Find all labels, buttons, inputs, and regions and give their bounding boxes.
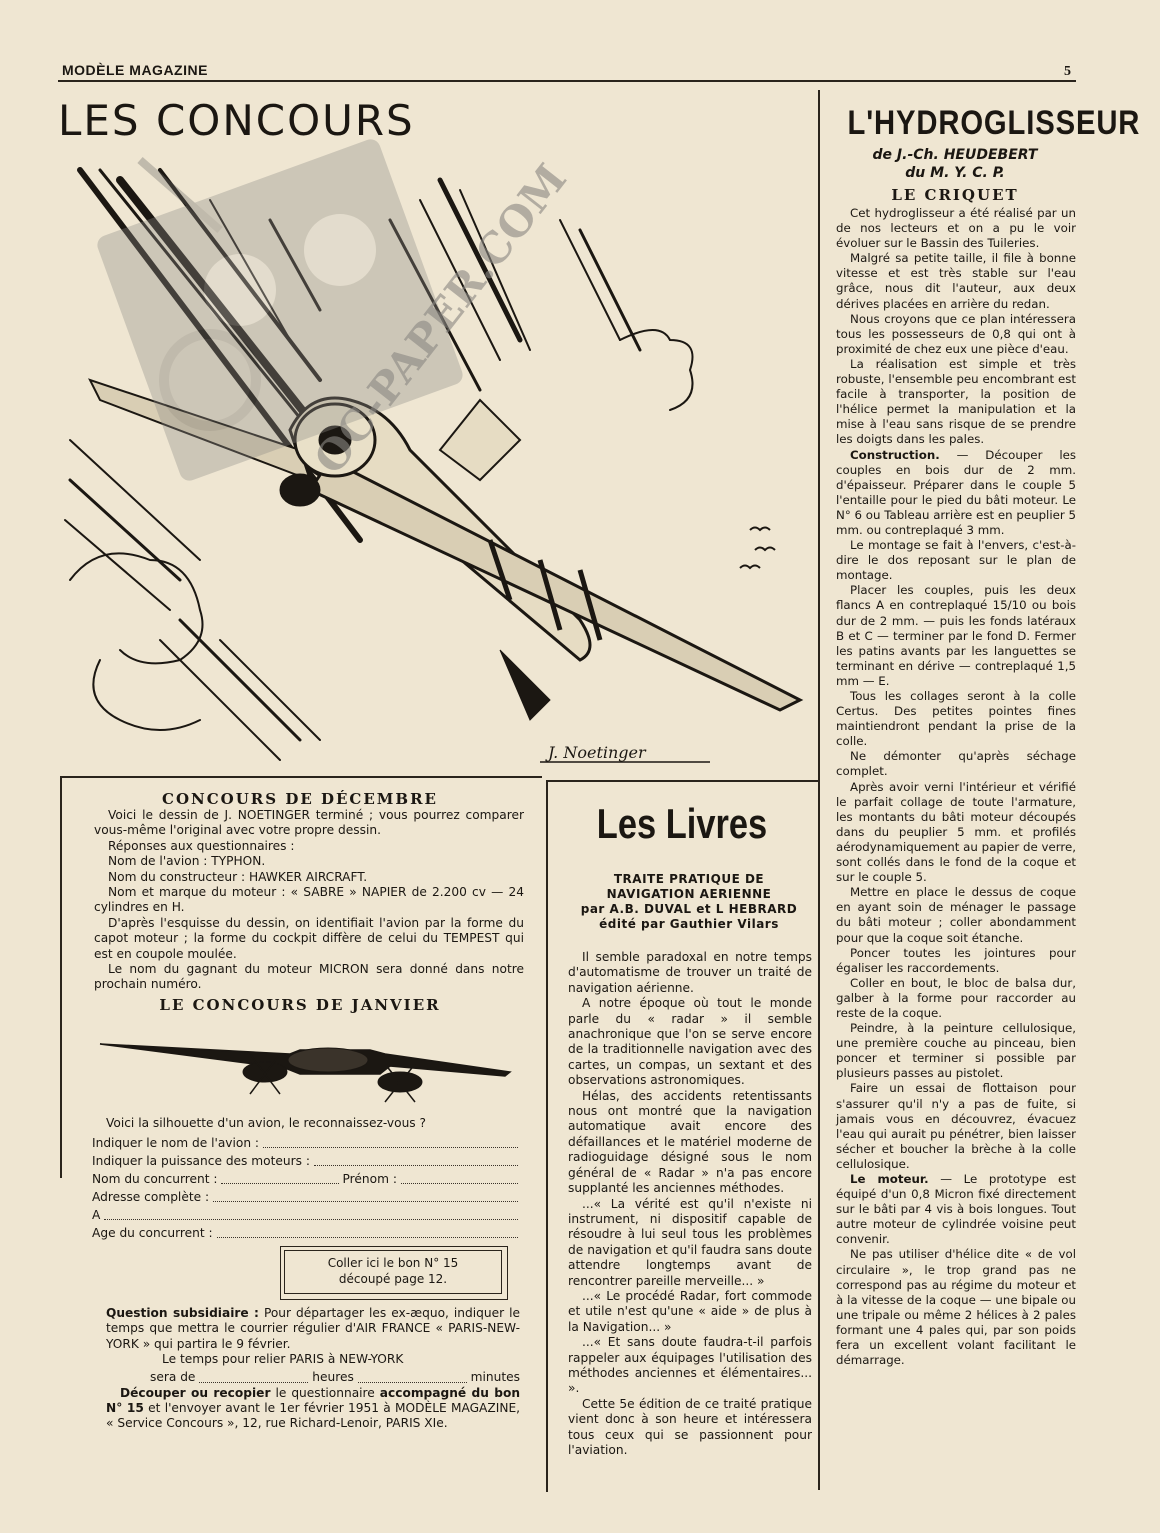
december-answer-plane: Nom de l'avion : TYPHON. [108,854,266,869]
field-address-line[interactable] [213,1201,518,1202]
time-sera-label: sera de [150,1370,196,1385]
field-engine-power-label: Indiquer la puissance des moteurs : [92,1154,310,1168]
books-p2: A notre époque où tout le monde parle du « radar » il semble anachronique que l'on se serve encore de la traditionnelle navigation avec des cartes, un compas, un sextant et des observations astronomiques. [568,996,812,1088]
hydro-article [836,206,1076,1368]
field-address[interactable] [92,1187,522,1205]
field-engine-power[interactable] [92,1151,522,1169]
time-hours-label: heures [312,1370,354,1385]
magazine-name: MODÈLE MAGAZINE [62,62,208,78]
field-age[interactable] [92,1223,522,1241]
january-intro: Voici la silhouette d'un avion, le reconnaissez-vous ? [106,1116,426,1130]
hydro-p11: Mettre en place le dessus de coque en ayant soin de ménager le passage du bâti moteur ; coller abondamment pour que la coque soit étanche. [836,885,1076,945]
watermark-stamp [90,120,577,540]
books-p3: Hélas, des accidents retentissants nous ont montré que la navigation automatique avait encore des défaillances et le matériel moderne de radioguidage désigné sous le nom général de « Radar » n'a pas encore supplanté les anciennes méthodes. [568,1088,812,1196]
books-p5: ...« Le procédé Radar, fort commode et utile n'est qu'une « aide » de plus à la Navigation... » [568,1288,812,1334]
hydro-p1: Cet hydroglisseur a été réalisé par un de nos lecteurs et on a pu le voir évoluer sur le Bassin des Tuileries. [836,206,1076,251]
subsidiary-text: Pour départager les ex-æquo, indiquer le temps que mettra le courrier régulier d'AIR FRANCE « PARIS-NEW-YORK » qui partira le 9 février. [106,1306,521,1351]
hydro-p14: Peindre, à la peinture cellulosique, une première couche au pinceau, bien poncer et terminer si possible par plusieurs passes au pistolet. [836,1021,1076,1081]
hydro-moteur-label: Le moteur. [850,1172,929,1186]
hydro-p13: Coller en bout, le bloc de balsa dur, galber à la forme pour raccorder au reste de la coque. [836,975,1076,1020]
field-competitor-label: Nom du concurrent : [92,1172,218,1186]
field-competitor[interactable] [92,1169,522,1187]
aircraft-silhouette [100,1024,520,1104]
hydro-p15: Faire un essai de flottaison pour s'assurer qu'il n'y a pas de fuite, si jamais vous en découvrez, évacuez l'eau qui aurait pu pénétrer, bien laisser sécher et boucher la brèche à la colle cellulosique. [836,1081,1076,1171]
field-plane-name[interactable] [92,1133,522,1151]
january-contest-title: LE CONCOURS DE JANVIER [159,996,441,1014]
december-answers-intro: Réponses aux questionnaires : [108,838,295,853]
field-plane-name-line[interactable] [263,1147,518,1148]
hydro-p2: Malgré sa petite taille, il file à bonne vitesse et est très stable sur l'eau grâce, nous dit l'auteur, aux deux dérives placées en arrière du redan. [836,251,1076,311]
field-city-line[interactable] [104,1219,518,1220]
field-city-label: A [92,1208,101,1222]
contest-form [92,1116,522,1241]
cutout-bold-1: Découper ou recopier [120,1385,271,1400]
hydro-p7: Placer les couples, puis les deux flancs A en contreplaqué 15/10 ou bois dur de 2 mm. — puis les fonds latéraux B et C — terminer par le fond D. Fermer les patins avants par les languettes se terminant en dérive — contreplaqué 1,5 mm — E. [836,583,1076,688]
coupon-box[interactable] [284,1250,502,1294]
books-p4: ...« La vérité est qu'il n'existe ni instrument, ni dispositif capable de résoudre à lui seul tous les problèmes de navigation et qu'il faudra sans doute attendre longtemps avant de rencontrer pareille merveille... » [568,1196,812,1288]
book-authors: par A.B. DUVAL et L HEBRARD [580,902,798,916]
december-winner-note: Le nom du gagnant du moteur MICRON sera donné dans notre prochain numéro. [94,962,524,992]
book-publisher: édité par Gauthier Vilars [599,917,779,931]
december-intro: Voici le dessin de J. NOETINGER terminé ; vous pourrez comparer vous-même l'original avec votre propre dessin. [94,808,524,838]
page-title: LES CONCOURS [58,96,415,145]
field-firstname-line[interactable] [401,1183,518,1184]
field-engine-power-line[interactable] [314,1165,518,1166]
books-header [560,872,818,932]
books-p1: Il semble paradoxal en notre temps d'automatisme de trouver un traité de navigation aérienne. [568,950,812,995]
hydro-subtitle: LE CRIQUET [891,186,1019,204]
books-p6: ...« Et sans doute faudra-t-il parfois rappeler aux équipages l'utilisation des méthodes anciennes et élémentaires... ». [568,1335,812,1396]
december-contest-body [94,808,524,993]
book-title: TRAITE PRATIQUE DE NAVIGATION AERIENNE [606,872,772,901]
hydro-byline [830,146,1080,182]
hydro-p16: — Le prototype est équipé d'un 0,8 Micron fixé directement sur le bâti par 4 vis à bois longues. Tout autre moteur de cylindrée voisine peut convenir. [836,1172,1076,1247]
books-p7: Cette 5e édition de ce traité pratique vient donc à son heure et intéressera tous ceux qui se passionnent pour l'aviation. [568,1396,812,1457]
hydro-p10: Après avoir verni l'intérieur et vérifié le parfait collage de toute l'armature, les montants du bâti moteur découpés dans du peuplier 5 mm. et profilés aérodynamiquement au papier de verre, sont collés dans le fond de la coque et sur le couple 5. [836,779,1076,885]
time-answer-row[interactable] [106,1368,520,1386]
hydro-p9: Ne démonter qu'après séchage complet. [836,749,1076,779]
field-age-label: Age du concurrent : [92,1226,213,1240]
field-competitor-line[interactable] [221,1183,338,1184]
december-answer-maker: Nom du constructeur : HAWKER AIRCRAFT. [108,869,368,884]
time-minutes-label: minutes [470,1370,521,1385]
time-line-1: Le temps pour relier PARIS à NEW-YORK [162,1352,404,1367]
header-divider [58,80,1076,82]
december-explanation: D'après l'esquisse du dessin, on identifiait l'avion par la forme du capot moteur ; la forme du cockpit diffère de celui du TEMPEST qui est en coupole moulée. [94,915,524,961]
hydro-club: du M. Y. C. P. [905,165,1005,181]
hydro-title: L'HYDROGLISSEUR [847,104,1141,142]
field-firstname-label: Prénom : [342,1172,397,1186]
field-city[interactable] [92,1205,522,1223]
hydro-p5: — Découper les couples en bois dur de 2 mm. d'épaisseur. Préparer dans le couple 5 l'entaille pour le pied du bâti moteur. Le N° 6 ou Tableau arrière est en peuplier 5 mm. ou contreplaqué 3 mm. [836,447,1076,537]
time-hours-line[interactable] [199,1382,308,1383]
hydro-p4: La réalisation est simple et très robuste, l'ensemble peu encombrant est facile à transporter, la position de l'hélice permet la manipulation et la mise à l'eau sans risque de se prendre les doigts dans les pales. [836,356,1076,447]
december-answer-engine: Nom et marque du moteur : « SABRE » NAPIER de 2.200 cv — 24 cylindres en H. [94,885,524,915]
hydro-p6: Le montage se fait à l'envers, c'est-à-dire le dos reposant sur le plan de montage. [836,538,1076,583]
hydro-p17: Ne pas utiliser d'hélice dite « de vol circulaire », le trop grand pas ne correspond pas au régime du moteur et à la vitesse de la coque — une bipale ou une tripale ou même 2 hélices à 2 pales formant une 4 pales qui, par son poids fera un excellent volant facilitant le démarrage. [836,1247,1076,1368]
hydro-p12: Poncer toutes les jointures pour égaliser les raccordements. [836,945,1076,975]
cutout-mid: le questionnaire [275,1385,375,1400]
field-address-label: Adresse complète : [92,1190,210,1204]
coupon-line-2: découpé page 12. [338,1272,448,1286]
illustration-signature: J. Noetinger [548,743,646,762]
coupon-line-1: Coller ici le bon N° 15 [327,1256,459,1270]
hydro-p8: Tous les collages seront à la colle Certus. Des petites pointes fines maintiendront pendant la prise de la colle. [836,689,1076,749]
subsidiary-label: Question subsidiaire : [106,1306,259,1320]
watermark-text: OC-PAPER.COM [304,154,577,484]
time-minutes-line[interactable] [358,1382,467,1383]
hydro-construction-label: Construction. [850,447,940,462]
cutout-bold-2: accompagné du bon N° 15 [106,1385,521,1416]
subsidiary-question [106,1306,520,1432]
field-plane-name-label: Indiquer le nom de l'avion : [92,1136,260,1150]
page-number: 5 [1064,64,1071,79]
books-title: Les Livres [596,800,768,847]
cutout-rest: et l'envoyer avant le 1er février 1951 à MODÈLE MAGAZINE, « Service Concours », 12, rue Richard-Lenoir, PARIS XIe. [106,1401,521,1431]
hydro-author: de J.-Ch. HEUDEBERT [872,147,1038,163]
books-review [568,950,812,1458]
hydro-p3: Nous croyons que ce plan intéressera tous les possesseurs de 0,8 qui ont à proximité de chez eux une pièce d'eau. [836,311,1076,356]
field-age-line[interactable] [217,1237,518,1238]
december-contest-title: CONCOURS DE DÉCEMBRE [162,790,438,808]
